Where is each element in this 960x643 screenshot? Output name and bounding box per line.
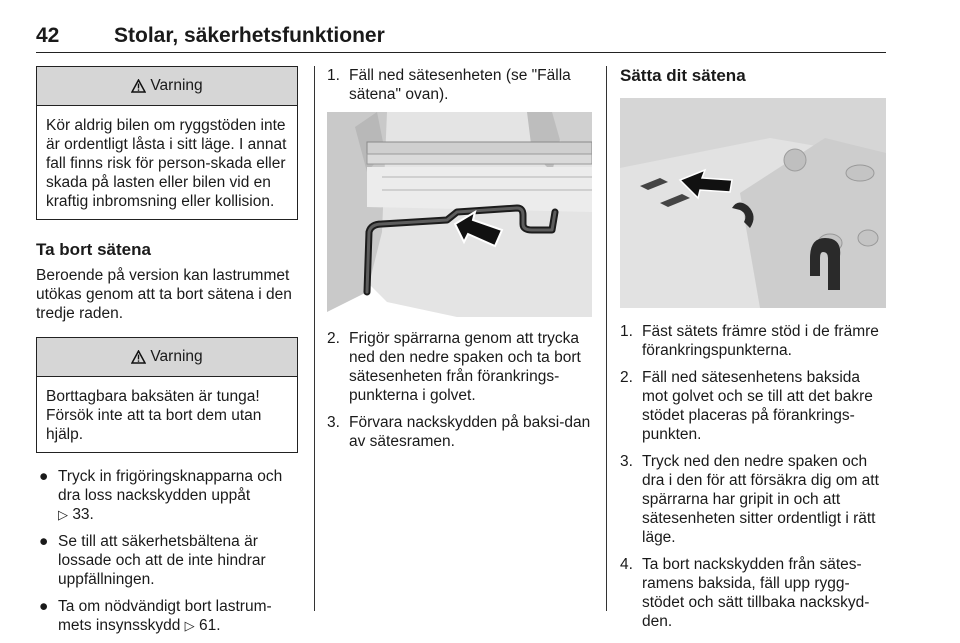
list-item <box>327 413 592 451</box>
page-header <box>36 22 886 53</box>
step-text: Fäll ned sätesenhetens baksida mot golvet och se till att det bakre stödet placeras på förankrings-punkten. <box>642 369 873 443</box>
bullet-icon: ● <box>39 468 49 485</box>
step-number: 2. <box>327 330 340 347</box>
column-left <box>36 66 298 643</box>
section-title: Sätta dit sätena <box>620 66 746 85</box>
step-text: Förvara nackskydden på baksi-dan av sätesramen. <box>349 414 591 450</box>
bullet-icon: ● <box>39 533 49 550</box>
list-item-text: Ta om nödvändigt bort lastrum-mets insynsskydd <box>58 598 272 634</box>
step-text: Ta bort nackskydden från sätes-ramens baksida, fäll upp rygg-stödet och sätt tillbaka nackskyd-den. <box>642 556 870 630</box>
column-middle <box>327 66 592 459</box>
warning-triangle-icon <box>131 79 146 93</box>
warning-header <box>37 67 297 106</box>
warning-box <box>36 66 298 220</box>
step-number: 3. <box>327 414 340 431</box>
bullet-icon: ● <box>39 598 49 615</box>
list-item <box>36 467 298 524</box>
warning-title: Varning <box>150 348 203 365</box>
list-item-text: Tryck in frigöringsknapparna och dra loss nackskydden uppåt <box>58 468 283 504</box>
section-title: Ta bort sätena <box>36 240 151 259</box>
seat-anchor-illustration <box>620 98 886 308</box>
seat-latch-illustration <box>327 112 592 317</box>
step-number: 4. <box>620 556 633 573</box>
step-number: 2. <box>620 369 633 386</box>
step-list <box>327 329 592 451</box>
warning-text: Kör aldrig bilen om ryggstöden inte är ordentligt låsta i sitt läge. I annat fall finns risk för person-skada eller skada på lasten eller bilen vid en kraftig inbromsning eller kollision. <box>46 117 287 210</box>
column-divider <box>314 66 315 611</box>
list-item <box>327 66 592 104</box>
page-reference[interactable]: 61. <box>198 617 221 634</box>
step-number: 1. <box>620 323 633 340</box>
list-item <box>36 597 298 635</box>
list-item <box>620 452 886 547</box>
step-text: Frigör spärrarna genom att trycka ned den nedre spaken och ta bort sätesenheten från förankrings-punkterna i golvet. <box>349 330 581 404</box>
page-title: Stolar, säkerhetsfunktioner <box>114 24 385 47</box>
list-item <box>36 532 298 589</box>
list-item <box>327 329 592 405</box>
column-right <box>620 66 886 639</box>
column-divider <box>606 66 607 611</box>
step-text: Fäll ned sätesenheten (se "Fälla sätena" ovan). <box>349 67 571 103</box>
step-list <box>327 66 592 104</box>
warning-title: Varning <box>150 77 203 94</box>
page-number: 42 <box>36 24 60 47</box>
warning-triangle-icon <box>131 350 146 364</box>
intro-paragraph: Beroende på version kan lastrummet utökas genom att ta bort sätena i den tredje raden. <box>36 267 292 322</box>
page-reference[interactable]: 33. <box>72 506 94 523</box>
step-list <box>620 322 886 631</box>
list-item <box>620 322 886 360</box>
warning-box <box>36 337 298 453</box>
list-item-text: Se till att säkerhetsbältena är lossade och att de inte hindrar uppfällningen. <box>58 533 266 588</box>
page-reference-arrow-icon: ▷ <box>184 618 195 633</box>
step-text: Tryck ned den nedre spaken och dra i den för att försäkra dig om att spärrarna har gripit in och att sätesenheten sitter ordentligt i rätt läge. <box>642 453 879 546</box>
step-text: Fäst sätets främre stöd i de främre förankringspunkterna. <box>642 323 879 359</box>
page-reference-arrow-icon: ▷ <box>58 507 68 522</box>
warning-text: Borttagbara baksäten är tunga! Försök inte att ta bort dem utan hjälp. <box>46 388 262 443</box>
list-item <box>620 555 886 631</box>
warning-header <box>37 338 297 377</box>
list-item <box>620 368 886 444</box>
bullet-list <box>36 467 298 635</box>
step-number: 3. <box>620 453 633 470</box>
step-number: 1. <box>327 67 340 84</box>
